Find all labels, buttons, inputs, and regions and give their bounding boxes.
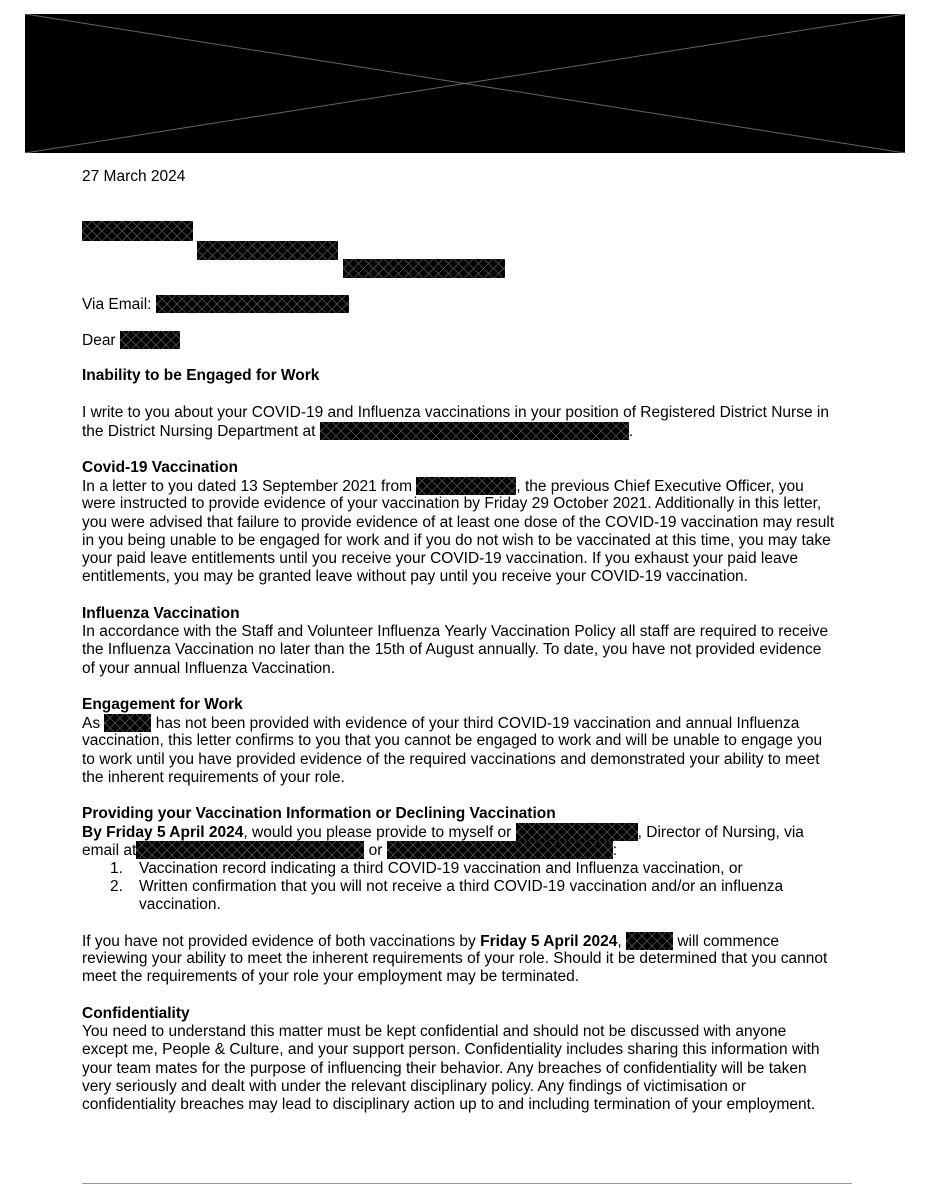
text-segment: .	[628, 423, 634, 441]
section-heading: Engagement for Work	[82, 696, 243, 713]
text-line: in you being unable to be engaged for work and if you do not wish to be vaccinated at this time, you may take	[82, 531, 831, 549]
text-line: to work until you have provided evidence of the required vaccinations and demonstrated your ability to meet	[82, 750, 820, 768]
footer-divider	[82, 1183, 852, 1184]
section-heading: Providing your Vaccination Information or Declining Vaccination	[82, 805, 556, 822]
list-number: 2.	[110, 877, 123, 895]
text-segment: :	[612, 842, 618, 860]
deadline-text: By Friday 5 April 2024	[82, 824, 244, 842]
text-segment: , the previous Chief Executive Officer, you	[516, 478, 804, 496]
text-line	[82, 422, 872, 440]
redaction	[416, 477, 516, 495]
redacted-letterhead	[25, 14, 905, 153]
text-line: very seriously and dealt with under the relevant disciplinary policy. Any findings of victimisation or	[82, 1077, 746, 1095]
deadline-text: Friday 5 April 2024	[480, 933, 618, 950]
letter-date: 27 March 2024	[82, 168, 186, 185]
salutation-line	[82, 331, 180, 350]
redaction-hatch	[82, 221, 193, 241]
text-segment: , Director of Nursing, via	[637, 824, 804, 842]
text-segment: has not been provided with evidence of your third COVID-19 vaccination and annual Influenza	[155, 715, 800, 733]
redaction-hatch	[516, 823, 638, 841]
redaction	[197, 241, 338, 260]
section-heading: Covid-19 Vaccination	[82, 459, 238, 476]
text-segment: , would you please provide to myself or	[243, 824, 512, 842]
redaction-hatch	[197, 241, 338, 260]
intro-paragraph	[82, 404, 872, 440]
text-line: entitlements, you may be granted leave without pay until you receive your COVID-19 vaccination.	[82, 568, 748, 586]
list-number: 1.	[110, 859, 123, 877]
text-line: the inherent requirements of your role.	[82, 768, 345, 786]
text-line: were instructed to provide evidence of your vaccination by Friday 29 October 2021. Additionally in this letter,	[82, 495, 822, 513]
list-item-continuation	[82, 896, 872, 914]
list-text: Vaccination record indicating a third COVID-19 vaccination and Influenza vaccination, or	[139, 859, 743, 877]
redaction	[516, 823, 638, 841]
text-line: your paid leave entitlements until you receive your COVID-19 vaccination. If you exhaust your paid leave	[82, 549, 798, 567]
salutation: Dear	[82, 332, 116, 349]
text-segment: In a letter to you dated 13 September 2021 from	[82, 478, 413, 496]
influenza-section	[82, 605, 872, 678]
text-segment: If you have not provided evidence of both vaccinations by	[82, 933, 476, 950]
redaction	[136, 841, 364, 859]
text-line	[82, 714, 872, 732]
list-text: vaccination.	[139, 895, 221, 913]
text-segment: email at	[82, 842, 137, 860]
providing-section	[82, 805, 872, 914]
redaction-hatch	[136, 841, 364, 859]
text-segment: will commence	[677, 933, 779, 950]
list-item	[82, 878, 872, 896]
redaction	[320, 422, 629, 440]
engagement-section	[82, 696, 872, 787]
text-line: You need to understand this matter must be kept confidential and should not be discussed with anyone	[82, 1023, 787, 1041]
text-line	[82, 823, 872, 841]
redaction	[104, 714, 151, 732]
redaction-hatch	[343, 259, 505, 278]
section-heading: Influenza Vaccination	[82, 605, 240, 622]
text-segment: ,	[617, 933, 622, 950]
text-line: the Influenza Vaccination no later than the 15th of August annually. To date, you have not provided evidence	[82, 641, 822, 659]
via-email-label: Via Email:	[82, 296, 152, 313]
confidentiality-section	[82, 1005, 872, 1114]
redaction-hatch	[416, 477, 516, 495]
text-line: vaccination, this letter confirms to you that you cannot be engaged to work and will be unable to engage you	[82, 732, 823, 750]
text-line: In accordance with the Staff and Volunteer Influenza Yearly Vaccination Policy all staff are required to receive	[82, 623, 829, 641]
text-line: your team mates for the purpose of influencing their behavior. Any breaches of confidentiality will be taken	[82, 1059, 807, 1077]
text-line: you were advised that failure to provide evidence of at least one dose of the COVID-19 vaccination may result	[82, 513, 835, 531]
redaction-hatch	[387, 841, 613, 859]
redaction-hatch	[120, 331, 180, 349]
redaction	[343, 259, 505, 278]
text-line	[82, 841, 872, 859]
text-segment: the District Nursing Department at	[82, 423, 316, 441]
text-segment: As	[82, 715, 101, 733]
redaction	[626, 932, 673, 950]
text-line: except me, People & Culture, and your support person. Confidentiality includes sharing this information with	[82, 1041, 820, 1059]
redaction	[120, 331, 180, 349]
text-line: meet the requirements of your role your employment may be terminated.	[82, 968, 580, 986]
text-line: reviewing your ability to meet the inherent requirements of your role. Should it be determined that you cannot	[82, 950, 828, 968]
redaction	[387, 841, 613, 859]
evidence-paragraph	[82, 932, 872, 987]
text-line: I write to you about your COVID-19 and Influenza vaccinations in your position of Registered District Nurse in	[82, 404, 829, 421]
redaction	[156, 295, 349, 313]
covid-section	[82, 459, 872, 586]
redaction-hatch	[156, 295, 349, 313]
redaction-hatch	[104, 714, 151, 732]
list-item	[82, 860, 872, 878]
text-line	[82, 477, 872, 495]
redaction-hatch	[626, 932, 673, 950]
text-line	[82, 932, 872, 950]
redaction	[82, 221, 193, 241]
via-email-line	[82, 295, 349, 314]
redaction-hatch	[320, 422, 629, 440]
text-line: of your annual Influenza Vaccination.	[82, 659, 336, 677]
text-line: confidentiality breaches may lead to disciplinary action up to and including termination of your employment.	[82, 1095, 816, 1113]
list-text: Written confirmation that you will not receive a third COVID-19 vaccination and/or an influenza	[139, 877, 784, 895]
letter-subject: Inability to be Engaged for Work	[82, 367, 320, 384]
text-segment: or	[368, 842, 383, 860]
section-heading: Confidentiality	[82, 1005, 190, 1022]
